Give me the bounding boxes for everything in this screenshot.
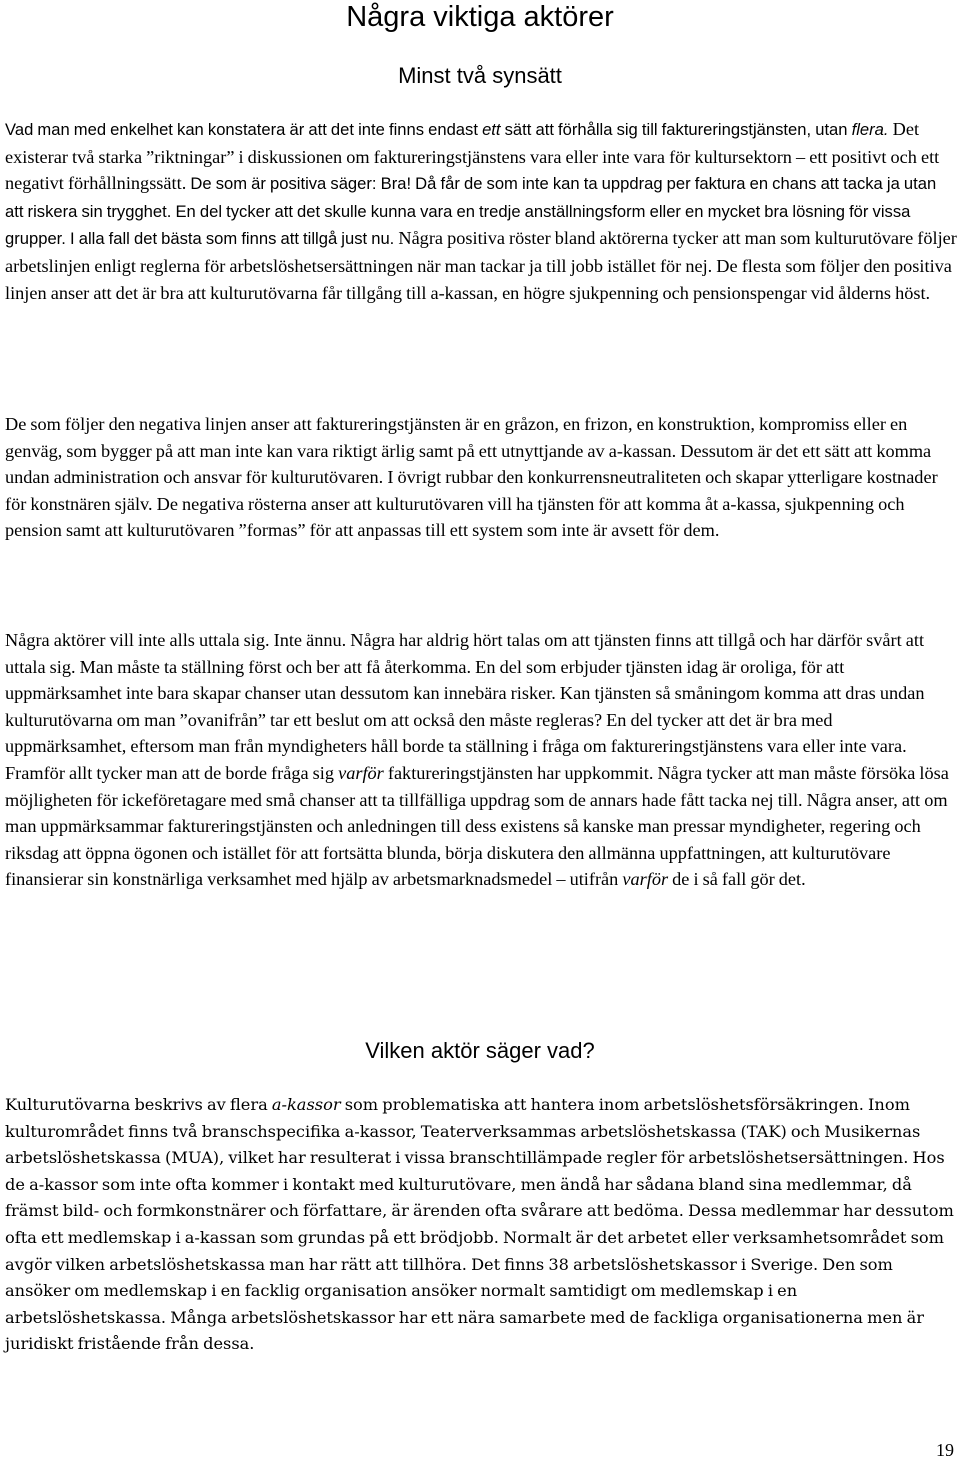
- text-span: Kulturutövarna beskrivs av flera: [5, 1095, 272, 1114]
- paragraph-a-kassor: [5, 1092, 957, 1358]
- emphasis-text: varför: [338, 762, 384, 783]
- text-span: de i så fall gör det.: [668, 869, 806, 890]
- text-span: Det existerar två starka ”riktningar” i diskussionen om faktureringstjänstens vara eller inte vara för kultursektorn – ett positivt och ett negativt förhållningssätt.: [5, 119, 940, 194]
- text-span: Vad man med enkelhet kan konstatera är att det inte finns endast: [5, 120, 483, 139]
- text-span: Några positiva röster bland aktörerna tycker att man som kulturutövare följer arbetslinjen enligt reglerna för arbetslöshetsersättningen när man tackar ja till jobb istället för nej. De flesta som följer den positiva linjen anser att det är bra att kulturutövarna får tillgång till a-kassan, en högre sjukpenning och pensionspengar vid ålderns höst.: [5, 228, 957, 303]
- page-number: 19: [936, 1440, 954, 1460]
- paragraph-undecided-view: [5, 627, 957, 893]
- page-title: Några viktiga aktörer: [346, 1, 614, 33]
- section-heading-vilken-aktor: Vilken aktör säger vad?: [365, 1038, 595, 1063]
- text-span: faktureringstjänsten har uppkommit. Några tycker att man måste försöka lösa möjligheten för ickeföretagare med små chanser att ta tillfälliga uppdrag som de annars hade fått tacka nej till. Några anser, att om man uppmärksammar faktureringstjänsten och anledningen till dess existens så kanske man pressar myndigheter, regering och riksdag att öppna ögonen och istället för att fortsätta blunda, börja diskutera den allmänna uppfattningen, att kulturutövare finansierar sin konstnärliga verksamhet med hjälp av arbetsmarknadsmedel – utifrån: [5, 762, 949, 890]
- emphasis-text: flera.: [851, 120, 889, 139]
- text-span: De som följer den negativa linjen anser att faktureringstjänsten är en gråzon, en frizon, en konstruktion, kompromiss eller en genväg, som bygger på att man inte kan vara riktigt ärlig samt på ett utnyttjande av a-kassan. Dessutom är det ett sätt att komma undan administration och ansvar för kulturutövaren. I övrigt rubbar den konkurrensneutraliteten och skapar ytterligare kostnader för konstnären själv. De negativa rösterna anser att kulturutövaren vill ha tjänsten för att komma åt a-kassa, sjukpenning och pension samt att kulturutövaren ”formas” för att anpassas till ett system som inte är avsett för dem.: [5, 414, 938, 541]
- text-span: Några aktörer vill inte alls uttala sig. Inte ännu. Några har aldrig hört talas om att tjänsten finns att tillgå och har därför svårt att uttala sig. Man måste ta ställning först och ber att få återkomma. En del som erbjuder tjänsten idag är oroliga, för att uppmärksamhet inte bara skapar chanser utan dessutom kan innebära risker. Kan tjänsten så småningom komma att dras undan kulturutövarna om man ”ovanifrån” tar ett beslut om att också den måste regleras? En del tycker att det är bra med uppmärksamhet, eftersom man från myndigheters håll borde ta ställning i fråga om faktureringstjänstens vara eller inte vara. Framför allt tycker man att de borde fråga sig: [5, 630, 925, 783]
- emphasis-text: a-kassor: [271, 1095, 341, 1114]
- emphasis-text: varför: [622, 869, 669, 890]
- paragraph-positive-view: [5, 116, 957, 306]
- paragraph-negative-view: [5, 411, 957, 544]
- emphasis-text: ett: [482, 120, 501, 139]
- text-span: De som är positiva säger: Bra! Då får de som inte kan ta uppdrag per faktura en chans att tacka ja utan att riskera sin trygghet. En del tycker att det skulle kunna vara en tredje anställningsform eller en mycket bra lösning för vissa grupper. I alla fall det bästa som finns att tillgå just nu.: [5, 174, 937, 249]
- text-span: sätt att förhålla sig till faktureringstjänsten, utan: [500, 120, 852, 139]
- text-span: som problematiska att hantera inom arbetslöshetsförsäkringen. Inom kulturområdet finns två branschspecifika a-kassor, Teaterverksammas arbetslöshetskassa (TAK) och Musikernas arbetslöshetskassa (MUA), vilket har resulterat i vissa branschtillämpade regler för arbetslöshetsersättningen. Hos de a-kassor som inte ofta kommer i kontakt med kulturutövare, men ändå har sådana bland sina medlemmar, då främst bild- och formkonstnärer och författare, är ärenden ofta svårare att bedöma. Dessa medlemmar har dessutom ofta ett medlemskap i a-kassan som grundas på ett brödjobb. Normalt är det arbetet eller verksamhetsområdet som avgör vilken arbetslöshetskassa man har rätt att tillhöra. Det finns 38 arbetslöshetskassor i Sverige. Den som ansöker om medlemskap i en facklig organisation ansöker normalt samtidigt om medlemskap i en arbetslöshetskassa. Många arbetslöshetskassor har ett nära samarbete med de fackliga organisationerna men är juridiskt fristående från dessa.: [5, 1095, 954, 1354]
- section-heading-minst-tva-synsatt: Minst två synsätt: [398, 63, 562, 88]
